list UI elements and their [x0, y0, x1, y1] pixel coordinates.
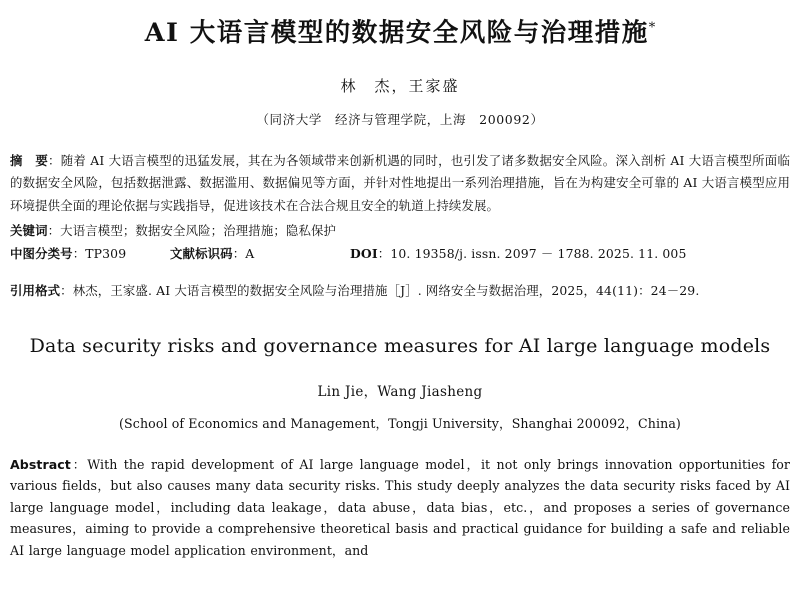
- chinese-abstract-paragraph: [10, 150, 790, 218]
- doi-segment: [350, 243, 790, 266]
- document-code-separator: ：: [232, 245, 246, 261]
- english-title: Data security risks and governance measures for AI large language models: [29, 334, 771, 357]
- english-affiliation: (School of Economics and Management，Tongji University，Shanghai 200092，China): [119, 415, 681, 431]
- clc-value: TP309: [85, 245, 127, 261]
- keywords-separator: ：: [47, 223, 61, 239]
- english-abstract-paragraph: [10, 454, 790, 562]
- document-code-segment: [170, 243, 350, 266]
- chinese-abstract-block: [10, 128, 790, 303]
- classification-line: [10, 243, 790, 266]
- clc-segment: [10, 243, 170, 266]
- english-authors: Lin Jie，Wang Jiasheng: [317, 383, 483, 400]
- keywords-value: 大语言模型；数据安全风险；治理措施；隐私保护: [60, 223, 337, 239]
- clc-separator: ：: [72, 245, 86, 261]
- chinese-title-text: AI 大语言模型的数据安全风险与治理措施: [144, 18, 649, 48]
- citation-label: 引用格式: [10, 283, 61, 299]
- document-code-value: A: [245, 245, 255, 261]
- english-abstract-label: Abstract: [10, 456, 71, 472]
- chinese-affiliation: （同济大学 经济与管理学院，上海 200092）: [256, 111, 544, 127]
- english-abstract-separator: ：: [70, 456, 88, 472]
- title-footnote-marker: *: [648, 20, 656, 36]
- citation-separator: ：: [60, 283, 73, 299]
- chinese-keywords-line: [10, 217, 790, 243]
- chinese-title: [0, 0, 800, 49]
- abstract-separator: ：: [48, 152, 61, 168]
- citation-line: [10, 265, 790, 303]
- doi-value: 10. 19358/j. issn. 2097 － 1788. 2025. 11. 005: [390, 245, 687, 261]
- english-abstract-block: [10, 432, 790, 562]
- chinese-authors: 林 杰，王家盛: [340, 76, 460, 95]
- citation-value: 林杰，王家盛. AI 大语言模型的数据安全风险与治理措施［J］. 网络安全与数据治理，2025，44(11)：24－29.: [72, 283, 700, 299]
- doi-separator: ：: [377, 245, 391, 261]
- english-abstract-text: With the rapid development of AI large language model，it not only brings innovation opportunities for various fields，but also causes many data security risks. This study deeply analyzes the data security risks faced by AI large language model，including data leakage，data abuse，data bias，etc.，and proposes a series of governance measures，aiming to provide a comprehensive theoretical basis and practical guidance for building a safe and reliable AI large language model application environment，and: [10, 456, 790, 558]
- keywords-label: 关键词: [10, 223, 48, 239]
- document-code-label: 文献标识码: [170, 245, 233, 261]
- clc-label: 中图分类号: [10, 245, 73, 261]
- doi-label: DOI: [350, 245, 378, 261]
- chinese-abstract-text: 随着 AI 大语言模型的迅猛发展，其在为各领域带来创新机遇的同时，也引发了诸多数据安全风险。深入剖析 AI 大语言模型所面临的数据安全风险，包括数据泄露、数据滥用、数据偏见等方面，并针对性地提出一系列治理措施，旨在为构建安全可靠的 AI 大语言模型应用环境提供全面的理论依据与实践指导，促进该技术在合法合规且安全的轨道上持续发展。: [10, 152, 790, 213]
- abstract-label: 摘 要: [10, 152, 49, 168]
